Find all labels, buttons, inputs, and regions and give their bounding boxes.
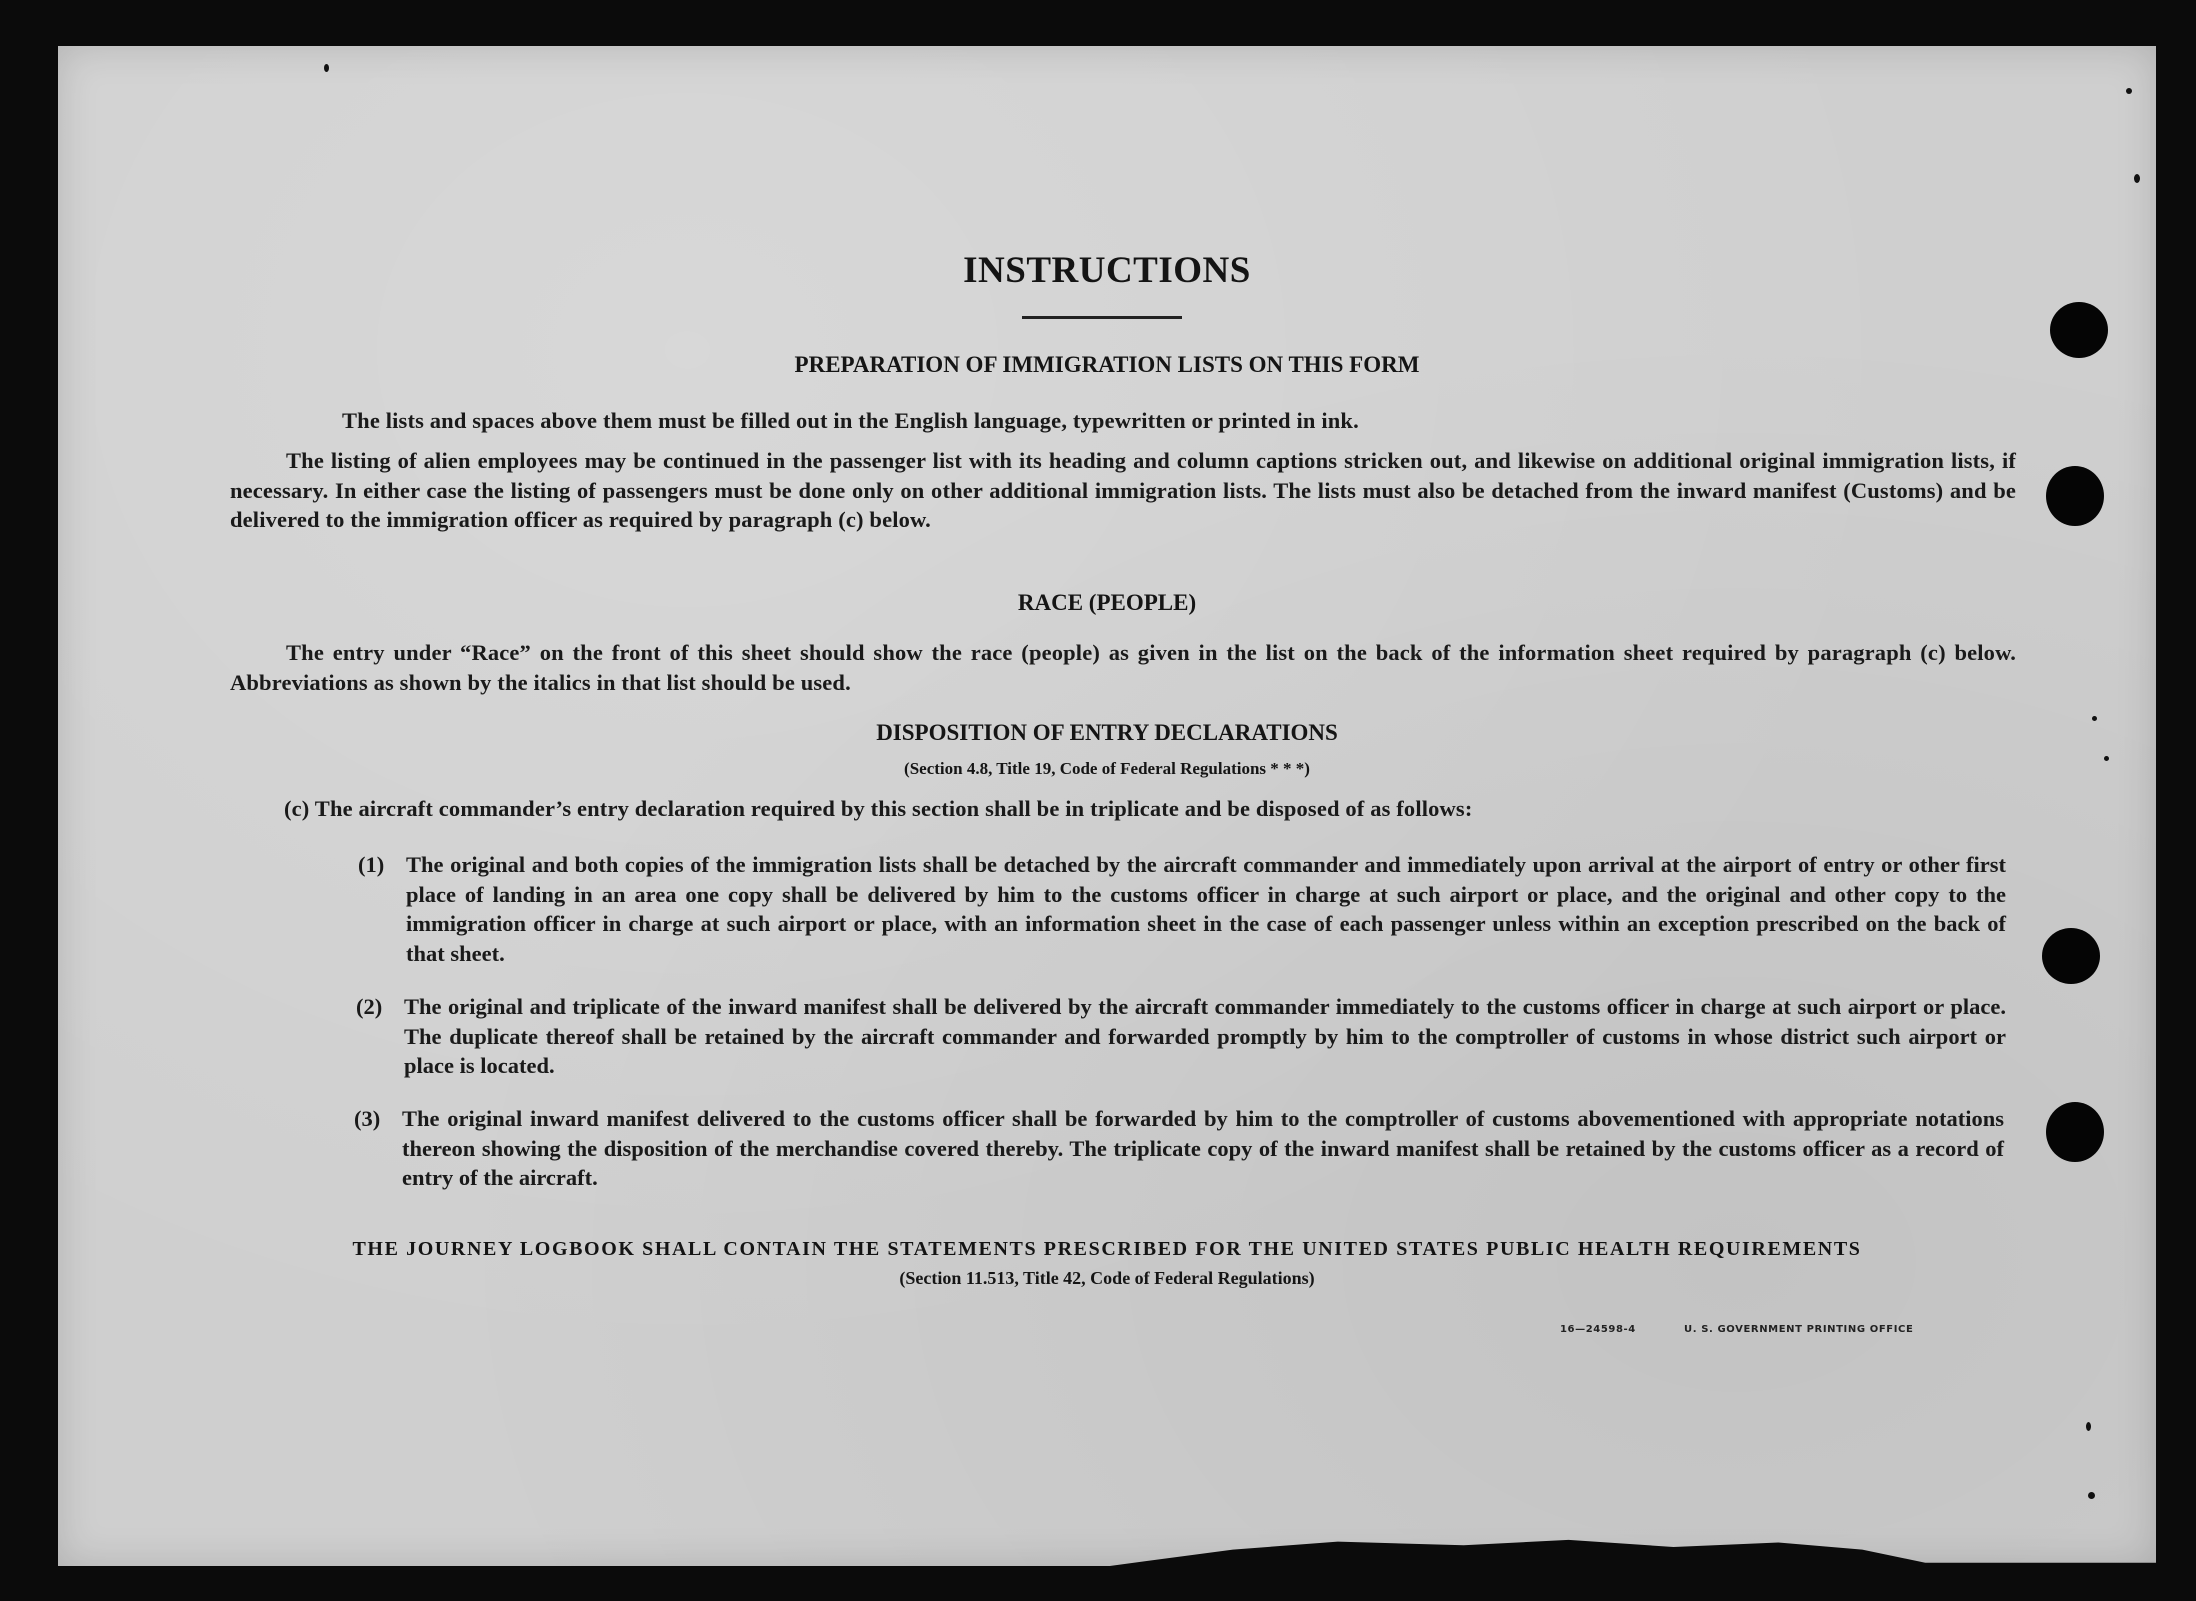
disposition-item-1: [358, 850, 2006, 968]
ink-speck: [2088, 1492, 2095, 1499]
footer-health-requirements: THE JOURNEY LOGBOOK SHALL CONTAIN THE STATEMENTS PRESCRIBED FOR THE UNITED STATES PUBLIC HEALTH REQUIREMENTS: [352, 1238, 1862, 1260]
preparation-heading: PREPARATION OF IMMIGRATION LISTS ON THIS FORM: [794, 352, 1420, 377]
title-underline: [1022, 316, 1182, 319]
torn-bottom-edge: [58, 1532, 2156, 1576]
ink-speck: [324, 64, 329, 72]
punch-hole: [2046, 1102, 2104, 1162]
disposition-subheading: (Section 4.8, Title 19, Code of Federal Regulations * * *): [904, 759, 1310, 778]
ink-speck: [2104, 756, 2109, 761]
ink-speck: [2134, 174, 2140, 183]
form-code: 16—24598-4: [1560, 1324, 1636, 1335]
ink-speck: [2126, 88, 2132, 94]
page-title: INSTRUCTIONS: [963, 250, 1251, 291]
ink-speck: [2092, 716, 2097, 721]
race-paragraph: The entry under “Race” on the front of this sheet should show the race (people) as given in the list on the back of the information sheet required by paragraph (c) below. Abbreviations as shown by the italics in that list should be used.: [230, 640, 2016, 695]
printer-imprint: U. S. GOVERNMENT PRINTING OFFICE: [1684, 1324, 1914, 1335]
race-heading: RACE (PEOPLE): [1017, 590, 1197, 615]
preparation-paragraph-1: The lists and spaces above them must be filled out in the English language, typewritten or printed in ink.: [342, 408, 1359, 433]
item-text: The original and both copies of the immigration lists shall be detached by the aircraft commander and immediately upon arrival at the airport of entry or other first place of landing in an area one copy shall be delivered by him to the customs officer in charge at such airport or place, and the original and other copy to the immigration officer in charge at such airport or place, with an information sheet in the case of each passenger unless within an exception prescribed on the back of that sheet.: [406, 852, 2006, 966]
punch-hole: [2046, 466, 2104, 526]
disposition-heading: DISPOSITION OF ENTRY DECLARATIONS: [876, 720, 1338, 745]
document-page: [58, 46, 2156, 1566]
bleed-through-text: [438, 116, 446, 150]
punch-hole: [2042, 928, 2100, 984]
item-number: (3): [354, 1106, 381, 1131]
item-number: (2): [356, 994, 383, 1019]
item-text: The original inward manifest delivered to the customs officer shall be forwarded by him to the comptroller of customs abovementioned with appropriate notations thereon showing the disposition of the merchandise covered thereby. The triplicate copy of the inward manifest shall be retained by the customs officer as a record of entry of the aircraft.: [402, 1106, 2004, 1190]
punch-hole: [2050, 302, 2108, 358]
disposition-item-3: [354, 1104, 2004, 1193]
disposition-item-2: [356, 992, 2006, 1081]
bleed-through-text: [358, 76, 365, 108]
item-number: (1): [358, 852, 385, 877]
item-text: The original and triplicate of the inward manifest shall be delivered by the aircraft commander immediately to the customs officer in charge at such airport or place. The duplicate thereof shall be retained by the aircraft commander and forwarded promptly by him to the comptroller of customs in whose district such airport or place is located.: [404, 994, 2006, 1078]
disposition-intro: (c) The aircraft commander’s entry declaration required by this section shall be in triplicate and be disposed of as follows:: [284, 796, 1473, 821]
preparation-paragraph-2: The listing of alien employees may be continued in the passenger list with its heading and column captions stricken out, and likewise on additional original immigration lists, if necessary. In either case the listing of passengers must be done only on other additional immigration lists. The lists must also be detached from the inward manifest (Customs) and be delivered to the immigration officer as required by paragraph (c) below.: [230, 448, 2016, 532]
ink-speck: [2086, 1422, 2091, 1431]
footer-citation: (Section 11.513, Title 42, Code of Federal Regulations): [899, 1268, 1315, 1288]
